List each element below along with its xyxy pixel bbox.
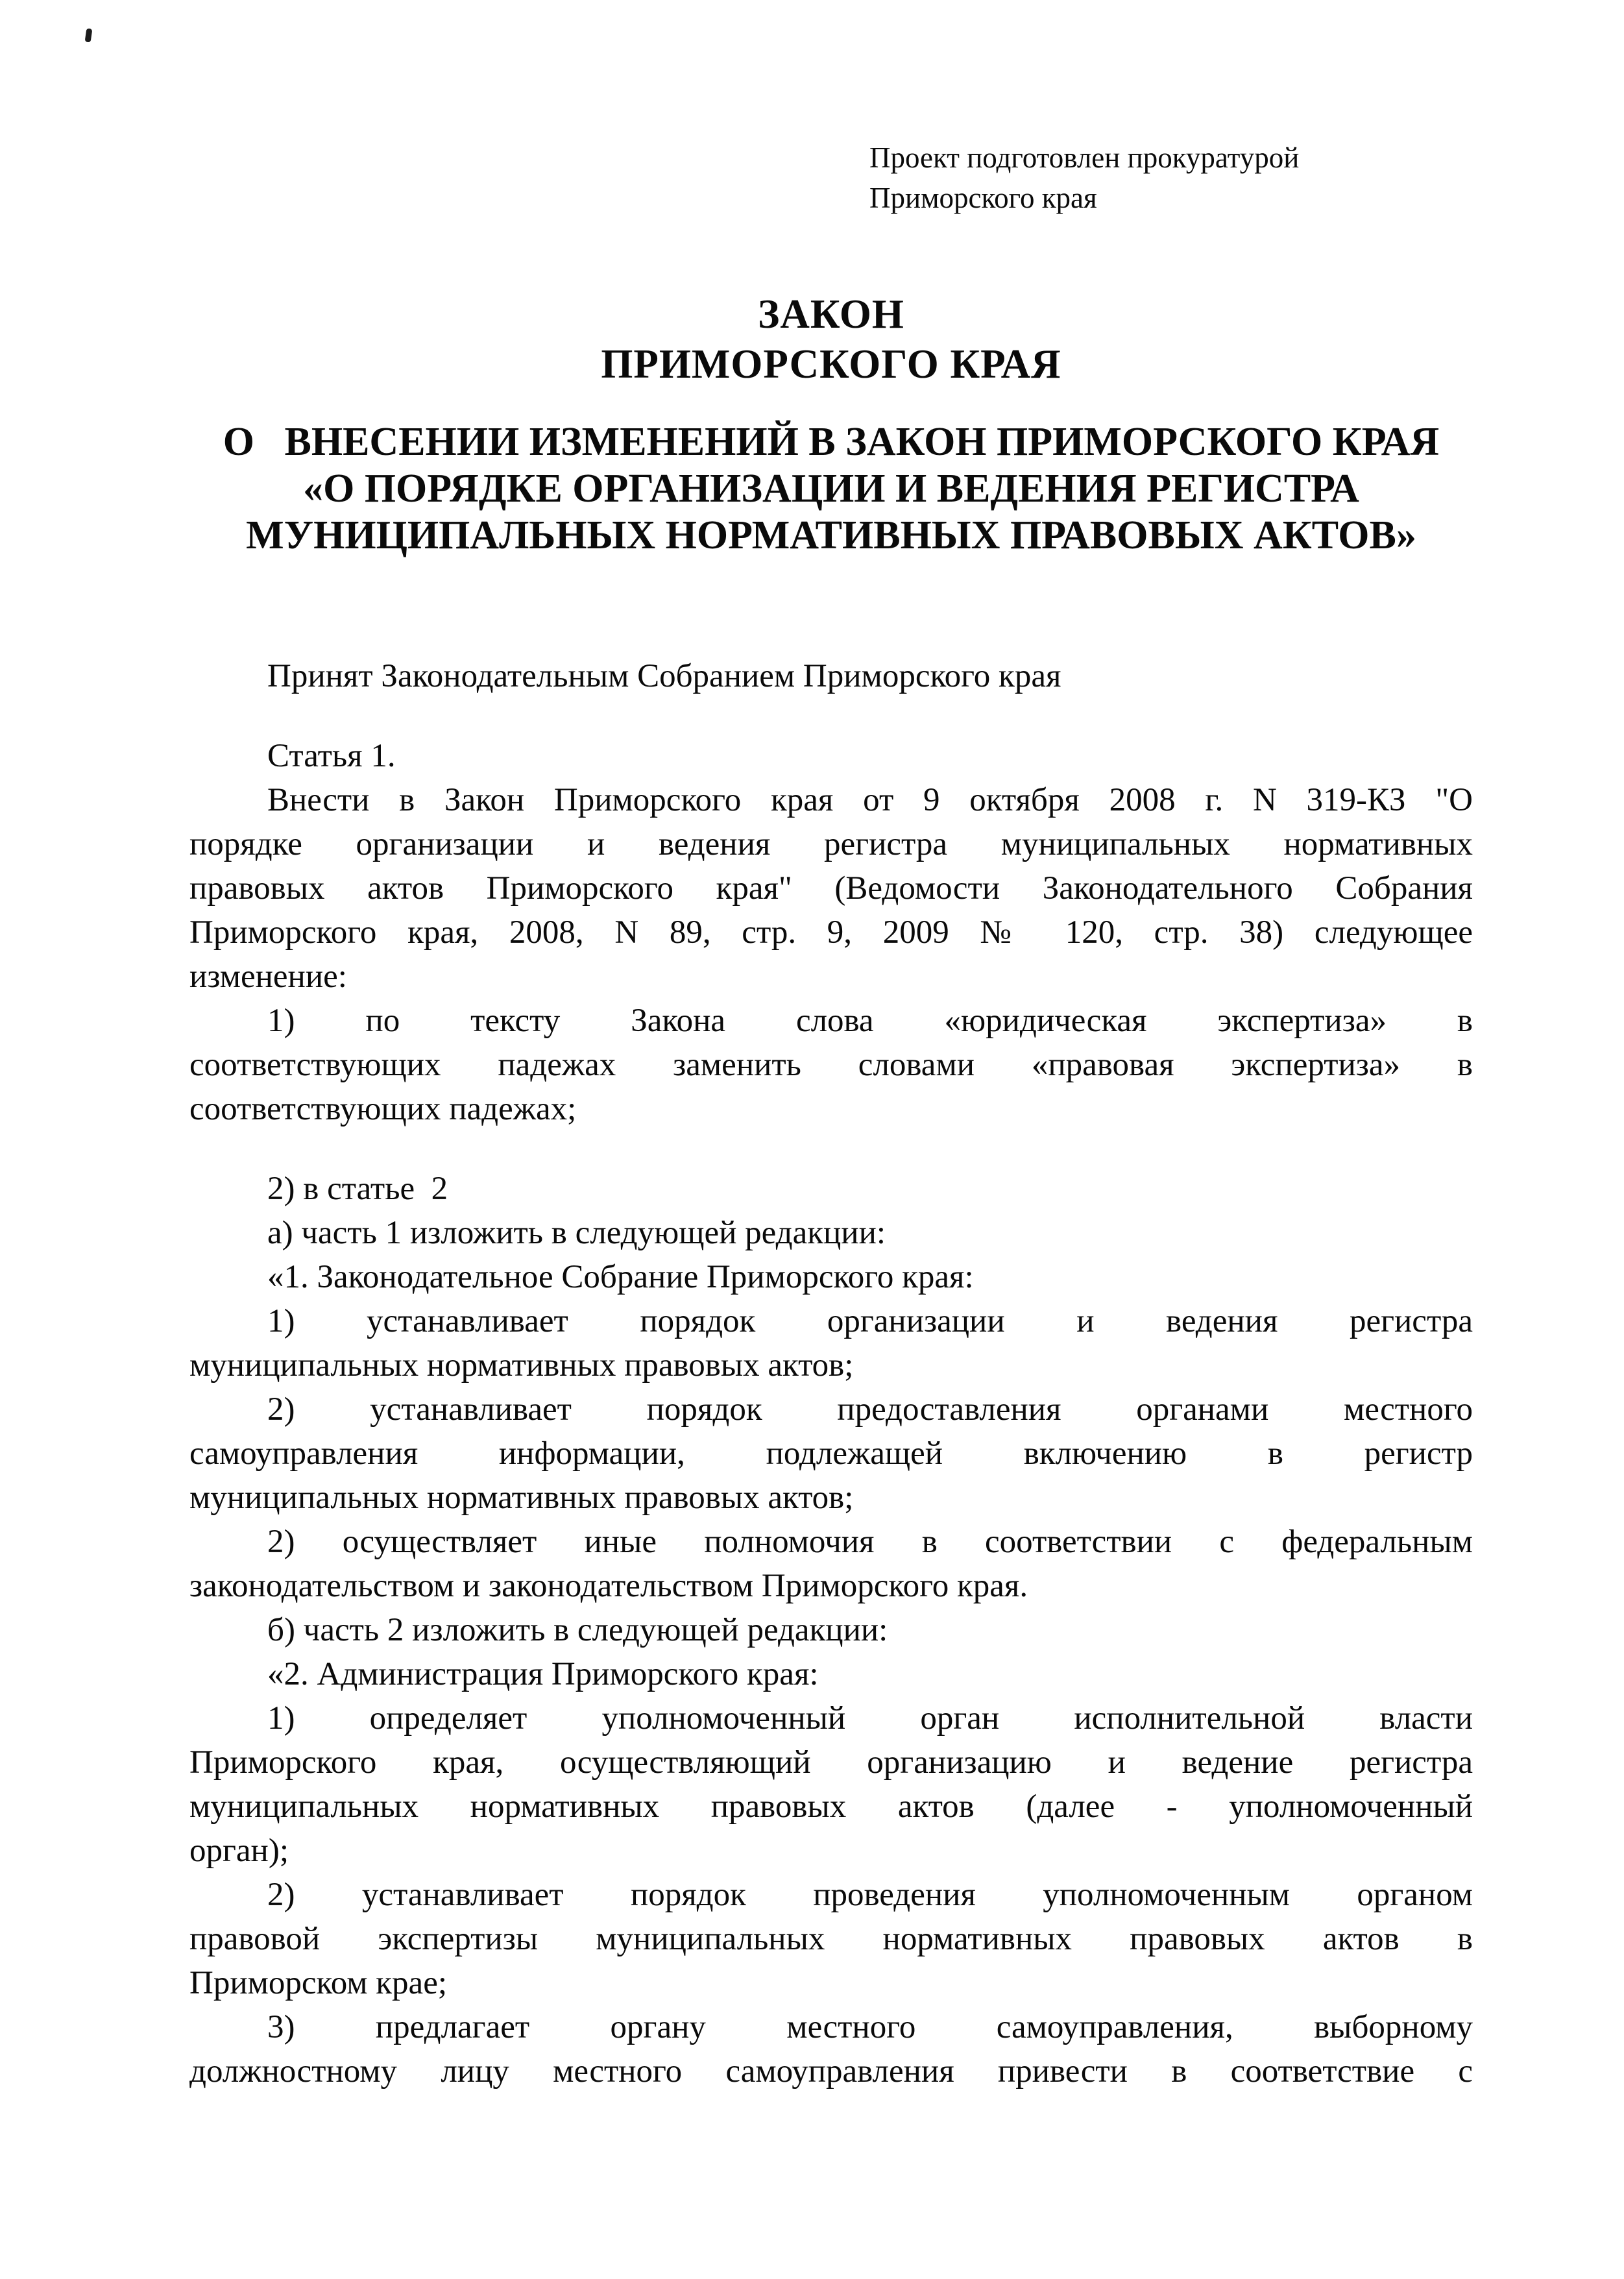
body-line: «1. Законодательное Собрание Приморского края:	[267, 1259, 974, 1295]
body-line: муниципальных нормативных правовых актов (далее - уполномоченный	[189, 1788, 1473, 1825]
law-title-line: ЗАКОН	[758, 291, 904, 337]
body-line: правовой экспертизы муниципальных нормативных правовых актов в	[189, 1921, 1473, 1957]
body-line: 2) устанавливает порядок предоставления органами местного	[267, 1391, 1473, 1428]
document-body	[189, 654, 1473, 2093]
scan-speck	[85, 28, 93, 42]
body-line: «2. Администрация Приморского края:	[267, 1656, 819, 1692]
body-line: орган);	[189, 1833, 289, 1869]
body-line: самоуправления информации, подлежащей включению в регистр	[189, 1435, 1473, 1472]
header-note-line: Проект подготовлен прокуратурой	[869, 141, 1300, 174]
header-note-line: Приморского края	[869, 182, 1097, 214]
body-line: законодательством и законодательством Приморского края.	[189, 1568, 1028, 1604]
law-subject-line: МУНИЦИПАЛЬНЫХ НОРМАТИВНЫХ ПРАВОВЫХ АКТОВ»	[246, 513, 1416, 557]
body-line: Приморском крае;	[189, 1965, 447, 2001]
law-subject-line: О ВНЕСЕНИИ ИЗМЕНЕНИЙ В ЗАКОН ПРИМОРСКОГО КРАЯ	[223, 420, 1440, 464]
body-line: б) часть 2 изложить в следующей редакции:	[267, 1612, 888, 1648]
body-line: Приморского края, 2008, N 89, стр. 9, 2009 № 120, стр. 38) следующее	[189, 914, 1473, 951]
body-line: муниципальных нормативных правовых актов;	[189, 1347, 854, 1383]
body-line: Принят Законодательным Собранием Приморского края	[267, 658, 1061, 694]
body-line: Внести в Закон Приморского края от 9 октября 2008 г. N 319-КЗ "О	[267, 782, 1473, 818]
law-subject-title	[189, 419, 1473, 559]
header-note	[869, 138, 1299, 218]
body-line: соответствующих падежах заменить словами «правовая экспертиза» в	[189, 1047, 1473, 1083]
body-line: 1) устанавливает порядок организации и ведения регистра	[267, 1303, 1473, 1339]
law-title-line: ПРИМОРСКОГО КРАЯ	[601, 341, 1061, 387]
body-line: 2) осуществляет иные полномочия в соответствии с федеральным	[267, 1524, 1473, 1560]
body-line: 1) определяет уполномоченный орган исполнительной власти	[267, 1700, 1473, 1737]
blank-line	[189, 1131, 1473, 1167]
law-subject-line: «О ПОРЯДКЕ ОРГАНИЗАЦИИ И ВЕДЕНИЯ РЕГИСТРА	[303, 467, 1359, 511]
body-line: должностному лицу местного самоуправления привести в соответствие с	[189, 2053, 1473, 2090]
body-line: Статья 1.	[267, 738, 396, 774]
body-line: 2) в статье 2	[267, 1171, 448, 1207]
blank-line	[189, 698, 1473, 734]
body-line: муниципальных нормативных правовых актов;	[189, 1480, 854, 1516]
body-line: порядке организации и ведения регистра муниципальных нормативных	[189, 826, 1473, 862]
body-line: правовых актов Приморского края" (Ведомости Законодательного Собрания	[189, 870, 1473, 907]
body-line: а) часть 1 изложить в следующей редакции:	[267, 1215, 886, 1251]
body-line: изменение:	[189, 958, 347, 995]
law-title	[189, 289, 1473, 389]
body-line: 3) предлагает органу местного самоуправления, выборному	[267, 2009, 1473, 2045]
body-line: Приморского края, осуществляющий организацию и ведение регистра	[189, 1744, 1473, 1781]
body-line: 2) устанавливает порядок проведения уполномоченным органом	[267, 1877, 1473, 1913]
body-line: соответствующих падежах;	[189, 1091, 577, 1127]
body-line: 1) по тексту Закона слова «юридическая экспертиза» в	[267, 1003, 1473, 1039]
